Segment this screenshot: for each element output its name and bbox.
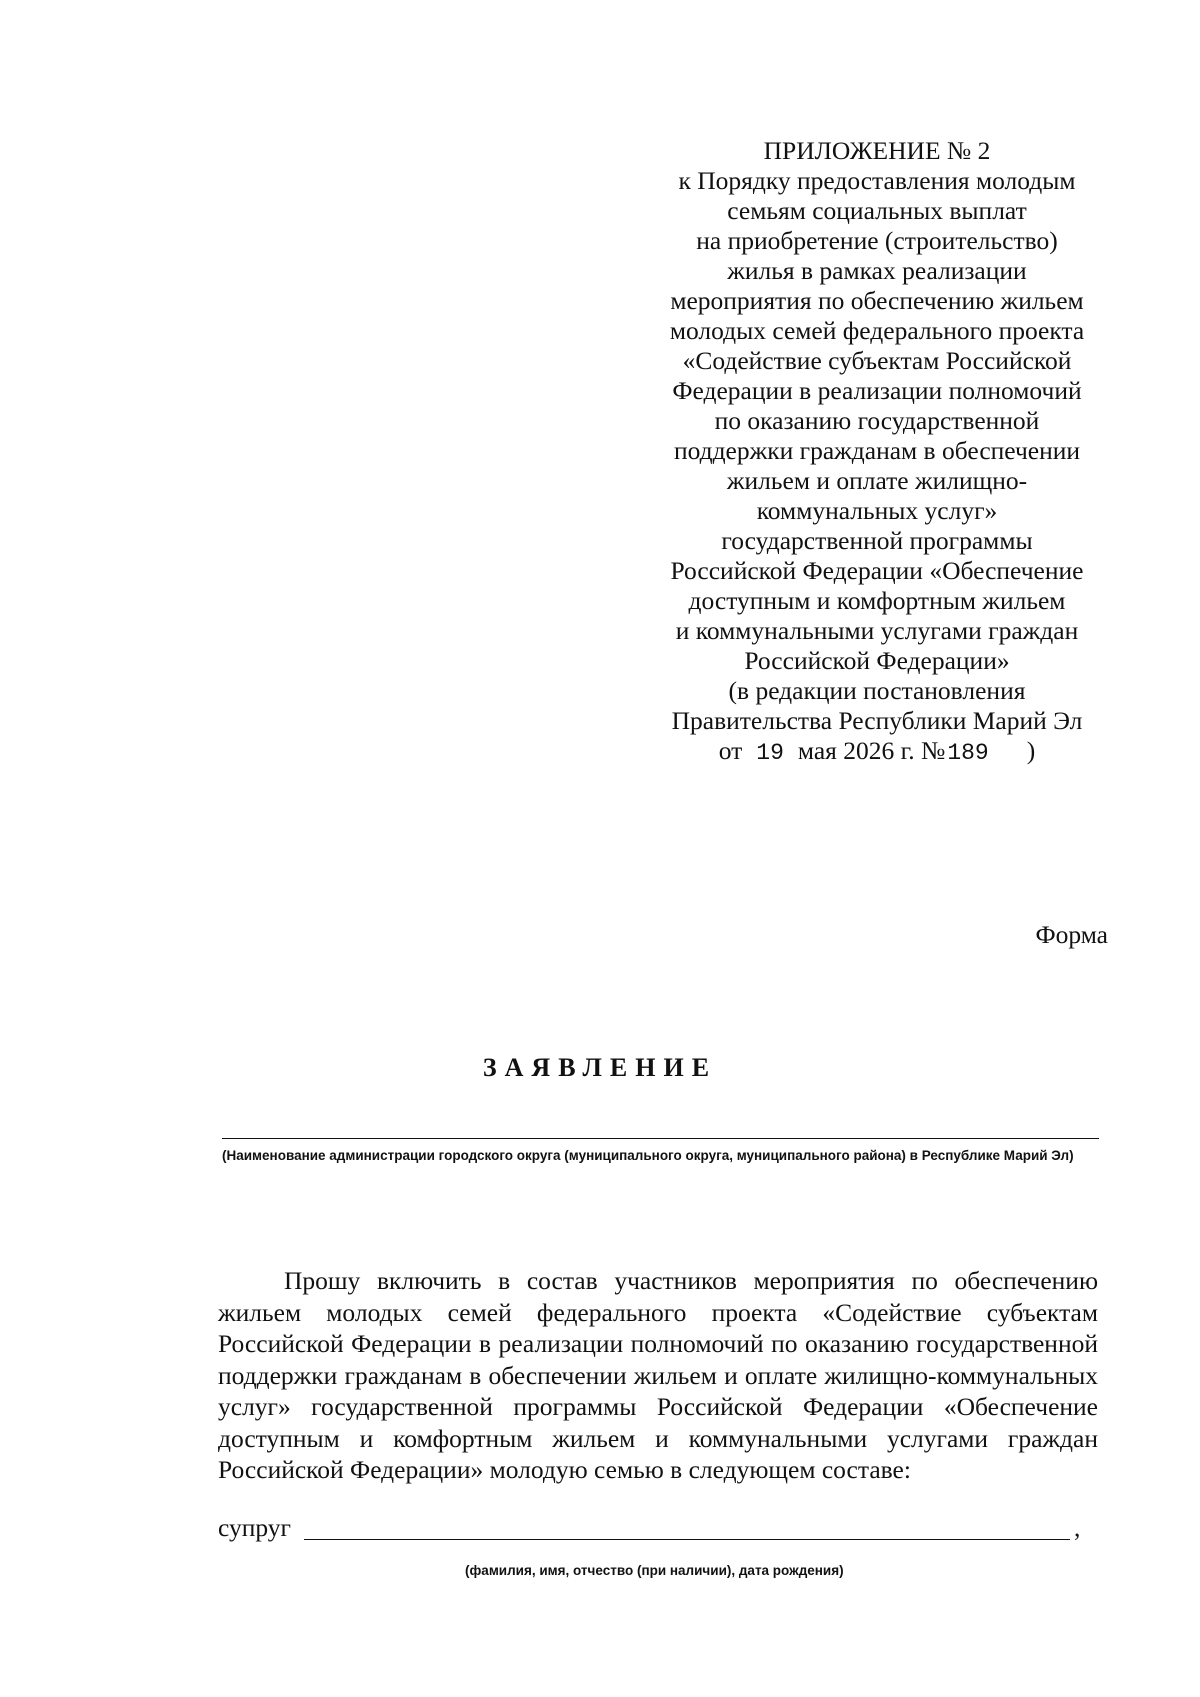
appendix-line: по оказанию государственной: [714, 406, 1040, 435]
spouse-comma: ,: [1074, 1513, 1081, 1542]
appendix-line: семьям социальных выплат: [727, 196, 1027, 225]
appendix-line: жилья в рамках реализации: [727, 256, 1027, 285]
appendix-line: доступным и комфортным жильем: [688, 586, 1066, 615]
spouse-row: [218, 1513, 1098, 1545]
date-month-year: мая 2026 г. №: [797, 736, 946, 765]
appendix-line: к Порядку предоставления молодым: [678, 166, 1076, 195]
spouse-caption: (фамилия, имя, отчество (при наличии), дата рождения): [465, 1563, 844, 1578]
appendix-line: поддержки гражданам в обеспечении: [673, 436, 1081, 465]
appendix-line: государственной программы: [721, 526, 1033, 555]
spouse-field[interactable]: [304, 1539, 1070, 1540]
date-day: 19: [756, 740, 784, 766]
appendix-line: (в редакции постановления: [728, 676, 1026, 705]
appendix-line: мероприятия по обеспечению жильем: [670, 286, 1084, 315]
appendix-title: ПРИЛОЖЕНИЕ № 2: [763, 136, 991, 165]
spouse-label: супруг: [218, 1513, 292, 1542]
appendix-line: Правительства Республики Марий Эл: [671, 706, 1083, 735]
appendix-line: молодых семей федерального проекта: [669, 316, 1085, 345]
application-body: [218, 1265, 1098, 1486]
appendix-header: [640, 136, 1114, 768]
appendix-line: и коммунальными услугами граждан: [675, 616, 1079, 645]
appendix-line: «Содействие субъектам Российской: [682, 346, 1072, 375]
appendix-line: коммунальных услуг»: [756, 496, 998, 525]
resolution-number: 189: [947, 740, 989, 766]
appendix-line: на приобретение (строительство): [696, 226, 1058, 255]
appendix-line: Российской Федерации «Обеспечение: [670, 556, 1084, 585]
form-label: Форма: [1035, 920, 1108, 949]
date-prefix: от: [718, 736, 743, 765]
resolution-date-line: [640, 736, 1114, 768]
appendix-line: жильем и оплате жилищно-: [726, 466, 1028, 495]
document-title: ЗАЯВЛЕНИЕ: [482, 1053, 718, 1082]
date-suffix: ): [1026, 736, 1036, 765]
application-paragraph: Прошу включить в состав участников мероприятия по обеспечению жильем молодых семей федерального проекта «Содействие субъектам Российской Федерации в реализации полномочий по оказанию государственной поддержки гражданам в обеспечении жильем и оплате жилищно-коммунальных услуг» государственной программы Российской Федерации «Обеспечение доступным и комфортным жильем и коммунальными услугами граждан Российской Федерации» молодую семью в следующем составе:: [218, 1266, 1098, 1484]
appendix-line: Российской Федерации»: [744, 646, 1010, 675]
appendix-line: Федерации в реализации полномочий: [672, 376, 1082, 405]
administration-name-field[interactable]: [222, 1138, 1099, 1139]
administration-name-caption: (Наименование администрации городского округа (муниципального округа, муниципального района) в Республике Марий Эл): [222, 1148, 1074, 1163]
